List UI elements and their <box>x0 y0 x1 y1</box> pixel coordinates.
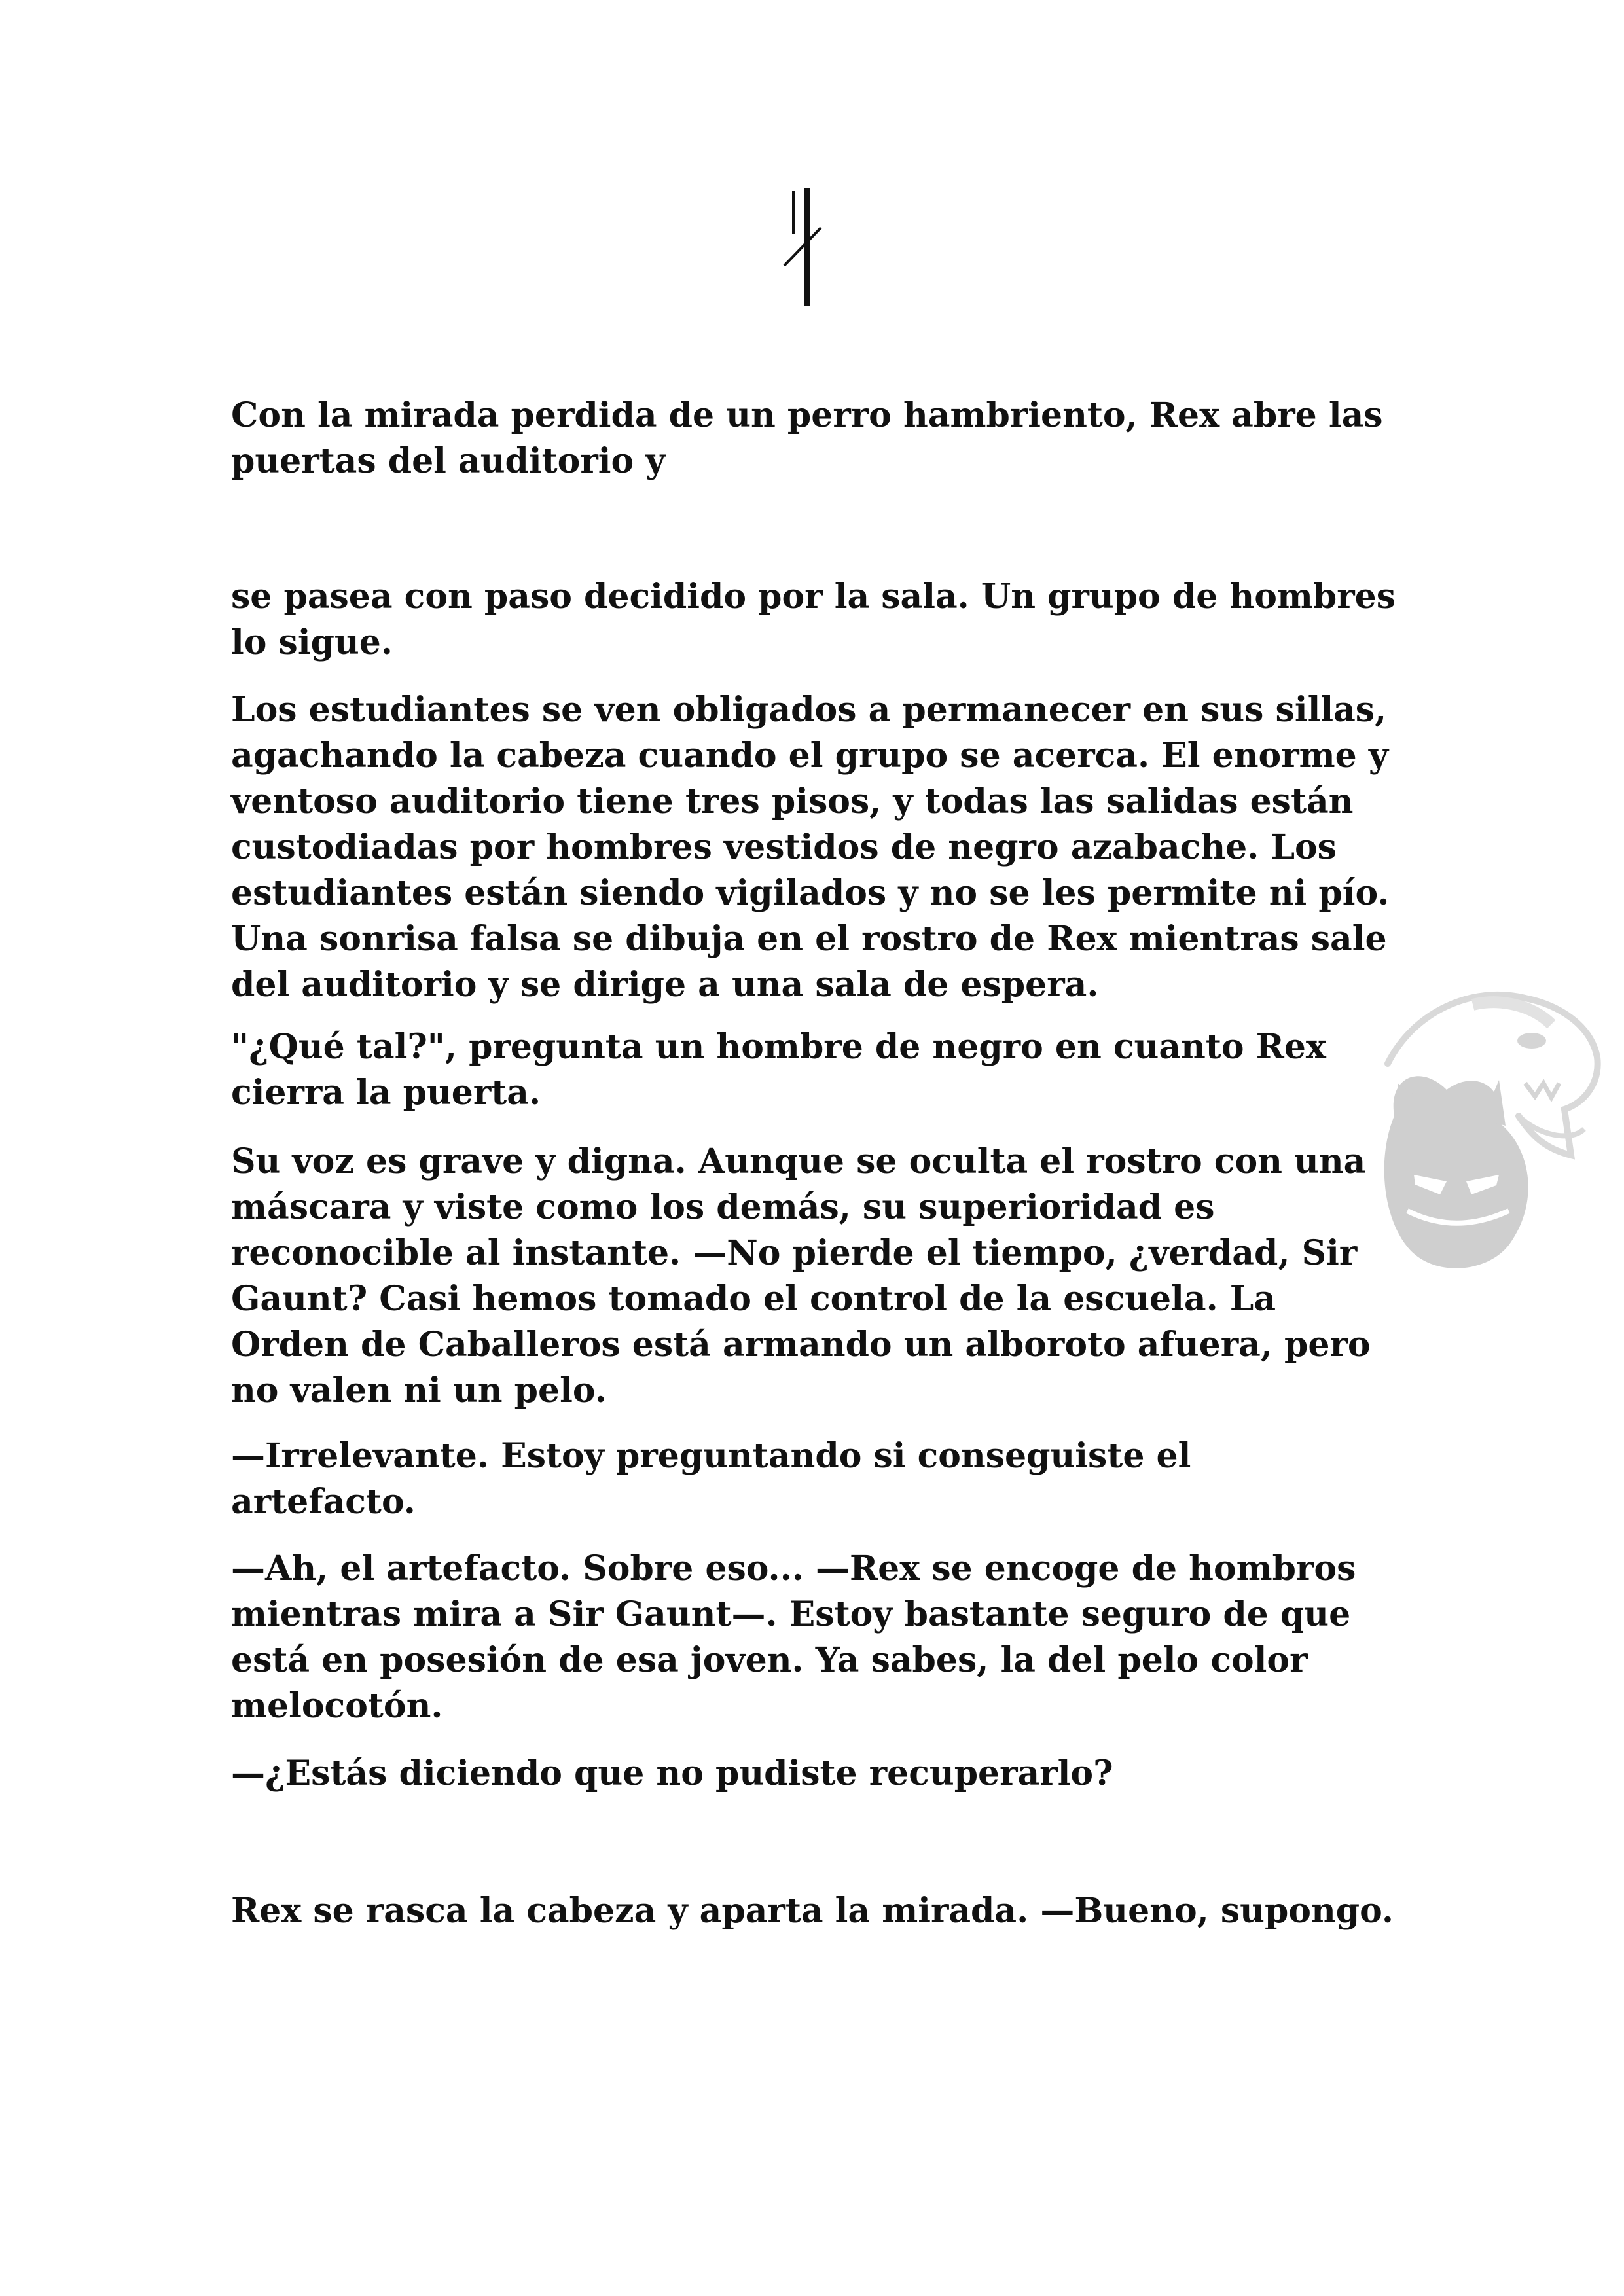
paragraph: —Ah, el artefacto. Sobre eso... —Rex se encoge de hombros mientras mira a Sir Gaunt—. Estoy bastante seguro de que está en posesión de esa joven. Ya sabes, la del pelo color melocotón. <box>231 1549 1356 1726</box>
paragraph: Los estudiantes se ven obligados a permanecer en sus sillas, agachando la cabeza cuando el grupo se acerca. El enorme y ventoso auditorio tiene tres pisos, y todas las salidas están custodiadas por hombres vestidos de negro azabache. Los estudiantes están siendo vigilados y no se les permite ni pío. Una sonrisa falsa se dibuja en el rostro de Rex mientras sale del auditorio y se dirige a una sala de espera. <box>231 690 1390 1005</box>
paragraph: Con la mirada perdida de un perro hambriento, Rex abre las puertas del auditorio y <box>231 395 1383 481</box>
dinosaur-mask-watermark-icon <box>1375 985 1604 1293</box>
paragraph: "¿Qué tal?", pregunta un hombre de negro en cuanto Rex cierra la puerta. <box>231 1027 1326 1113</box>
paragraph: se pasea con paso decidido por la sala. Un grupo de hombres lo sigue. <box>231 577 1396 662</box>
paragraph: —¿Estás diciendo que no pudiste recuperarlo? <box>231 1753 1113 1793</box>
slashed-vertical-bar-icon <box>779 188 825 306</box>
paragraph: Rex se rasca la cabeza y aparta la mirada. —Bueno, supongo. <box>231 1891 1394 1931</box>
paragraph: —Irrelevante. Estoy preguntando si conseguiste el artefacto. <box>231 1436 1191 1522</box>
paragraph: Su voz es grave y digna. Aunque se oculta el rostro con una máscara y viste como los demás, su superioridad es reconocible al instante. —No pierde el tiempo, ¿verdad, Sir Gaunt? Casi hemos tomado el control de la escuela. La Orden de Caballeros está armando un alboroto afuera, pero no valen ni un pelo. <box>231 1141 1371 1410</box>
